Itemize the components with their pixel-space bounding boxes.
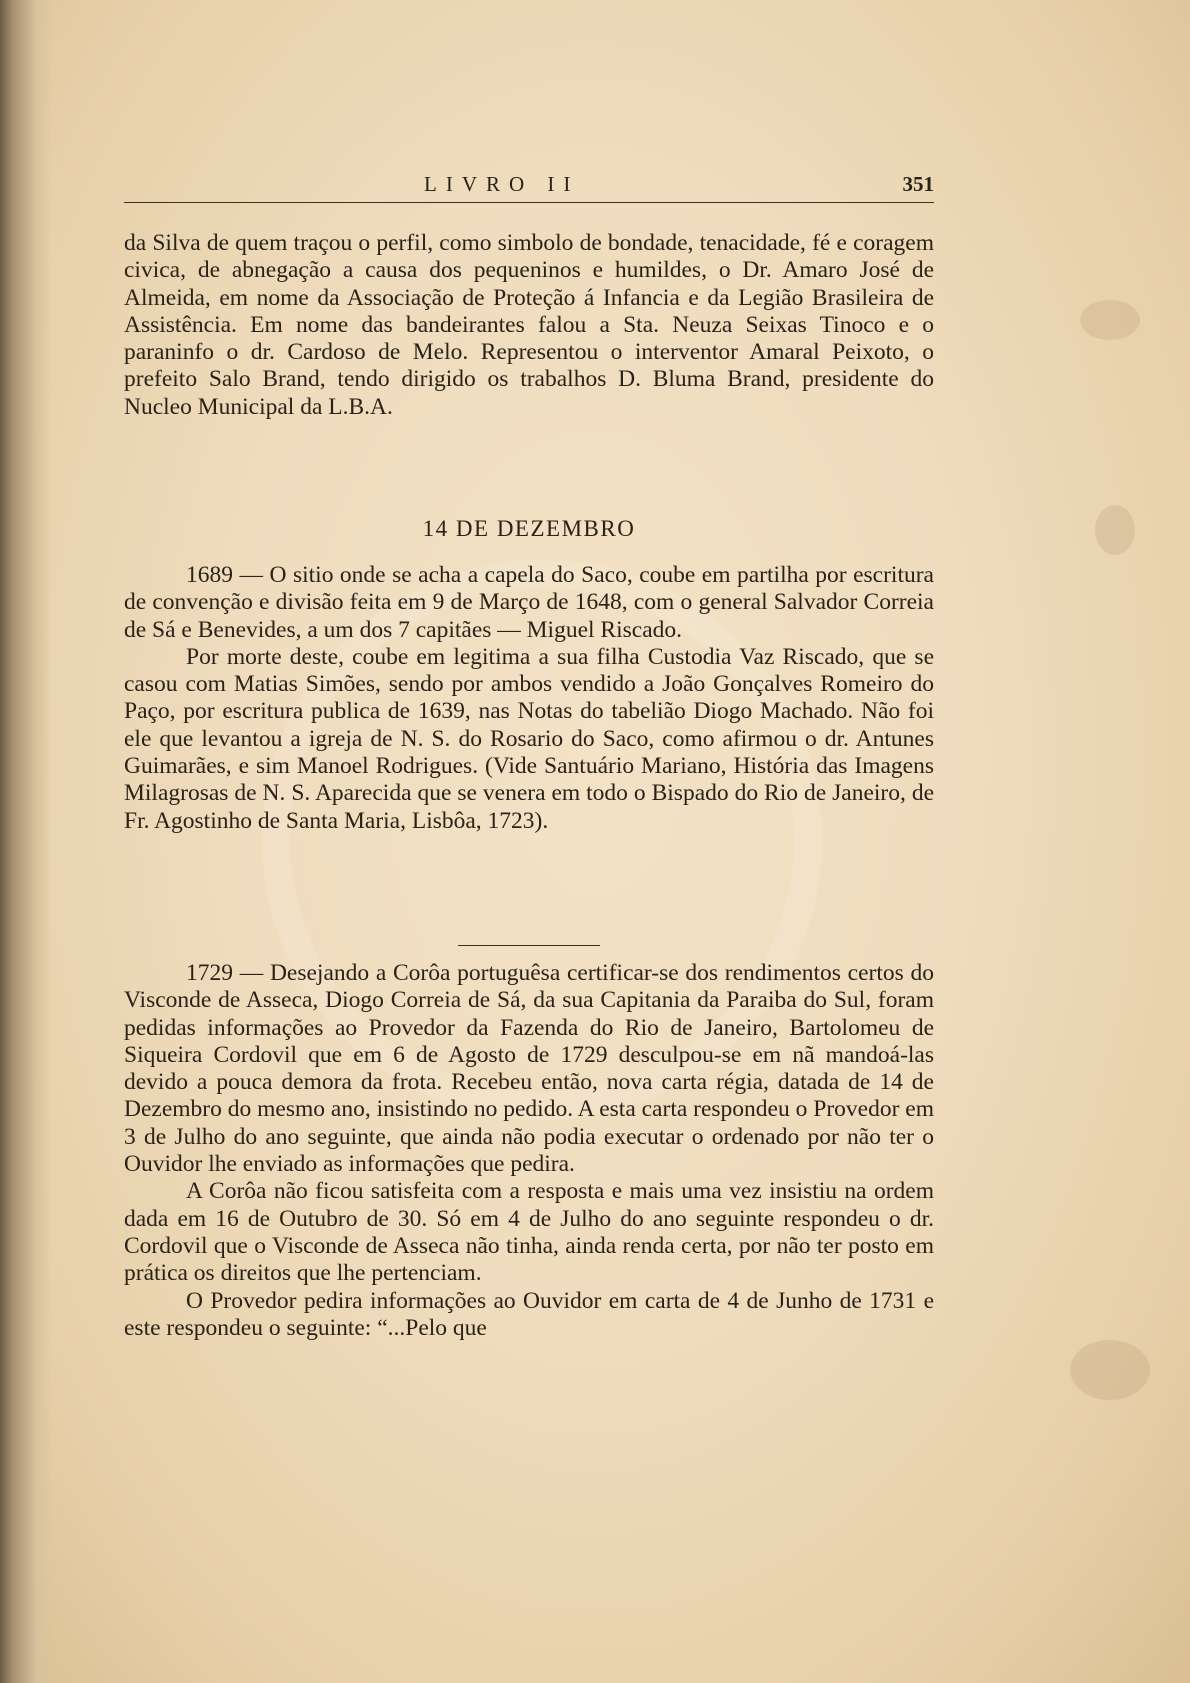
running-head: LIVRO II xyxy=(424,172,580,196)
book-binding-shadow xyxy=(0,0,52,1683)
paper-stain xyxy=(1080,300,1140,340)
section-heading: 14 DE DEZEMBRO xyxy=(422,516,636,541)
paragraph: Por morte deste, coube em legitima a sua filha Custodia Vaz Riscado, que se casou com Matias Simões, sendo por ambos vendido a João Gonçalves Romeiro do Paço, por escritura publica de 1639, nas Notas do tabelião Diogo Machado. Não foi ele que levantou a igreja de N. S. do Rosario do Saco, como afirmou o dr. Antunes Guimarães, e sim Manoel Rodrigues. (Vide Santuário Mariano, História das Imagens Milagrosas de N. S. Aparecida que se venera em todo o Bispado do Rio de Janeiro, de Fr. Agostinho de Santa Maria, Lisbôa, 1723). xyxy=(124,643,934,834)
section-divider xyxy=(458,945,600,946)
paragraph: da Silva de quem traçou o perfil, como simbolo de bondade, tenacidade, fé e coragem civica, de abnegação a causa dos pequeninos e humildes, o Dr. Amaro José de Almeida, em nome da Associação de Proteção á Infancia e da Legião Brasileira de Assistência. Em nome das bandeirantes falou a Sta. Neuza Seixas Tinoco e o paraninfo o dr. Cardoso de Melo. Representou o interventor Amaral Peixoto, o prefeito Salo Brand, tendo dirigido os trabalhos D. Bluma Brand, presidente do Nucleo Municipal da L.B.A. xyxy=(124,230,934,420)
body-text-1689 xyxy=(124,562,934,835)
body-text-1729 xyxy=(124,960,934,1342)
paragraph: 1729 — Desejando a Corôa portuguêsa certificar-se dos rendimentos certos do Visconde de Asseca, Diogo Correia de Sá, da sua Capitania da Paraiba do Sul, foram pedidas informações ao Provedor da Fazenda do Rio de Janeiro, Bartolomeu de Siqueira Cordovil que em 6 de Agosto de 1729 desculpou-se em nã mandoá-las devido a pouca demora da frota. Recebeu então, nova carta régia, datada de 14 de Dezembro do mesmo ano, insistindo no pedido. A esta carta respondeu o Provedor em 3 de Julho do ano seguinte, que ainda não podia executar o ordenado por não ter o Ouvidor lhe enviado as informações que pedira. xyxy=(124,960,934,1178)
paper-stain xyxy=(1070,1340,1150,1400)
body-text-top xyxy=(124,230,934,421)
paragraph: A Corôa não ficou satisfeita com a resposta e mais uma vez insistiu na ordem dada em 16 de Outubro de 30. Só em 4 de Julho do ano seguinte respondeu o dr. Cordovil que o Visconde de Asseca não tinha, ainda renda certa, por não ter posto em prática os direitos que lhe pertenciam. xyxy=(124,1178,934,1287)
paragraph: 1689 — O sitio onde se acha a capela do Saco, coube em partilha por escritura de convenção e divisão feita em 9 de Março de 1648, com o general Salvador Correia de Sá e Benevides, a um dos 7 capitães — Miguel Riscado. xyxy=(124,562,934,643)
page-header xyxy=(124,172,934,203)
paper-stain xyxy=(1095,505,1135,555)
page-number: 351 xyxy=(902,172,934,196)
paragraph: O Provedor pedira informações ao Ouvidor em carta de 4 de Junho de 1731 e este respondeu o seguinte: “...Pelo que xyxy=(124,1287,934,1341)
